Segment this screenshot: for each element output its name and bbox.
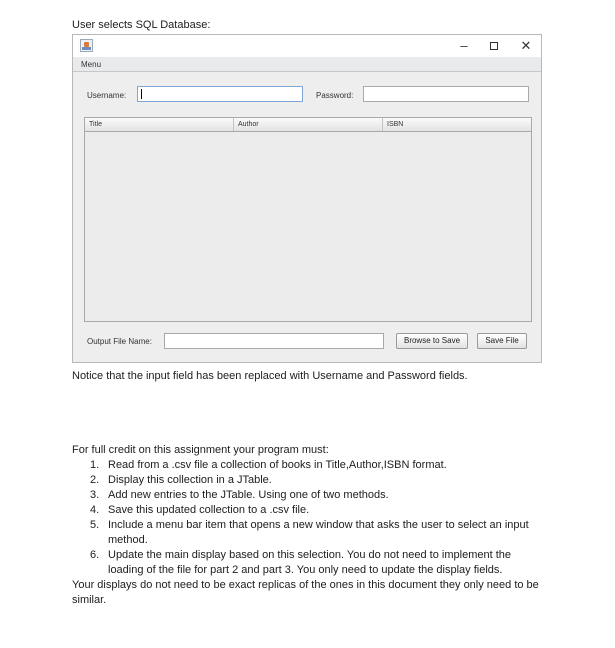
list-item (72, 518, 552, 548)
list-item-text-continued: method. (108, 534, 148, 546)
app-window (72, 34, 542, 363)
output-file-input[interactable] (164, 333, 384, 349)
minimize-button[interactable]: – (460, 38, 468, 53)
list-item-number: 2. (90, 474, 100, 486)
menu-item-menu[interactable]: Menu (81, 60, 102, 69)
password-label: Password: (316, 91, 354, 100)
requirements-list (72, 458, 552, 578)
table-header (85, 118, 531, 132)
list-item (72, 488, 552, 503)
list-item (72, 473, 552, 488)
list-item-text: Include a menu bar item that opens a new window that asks the user to select an input (108, 519, 529, 531)
username-input[interactable] (137, 86, 303, 102)
password-input[interactable] (363, 86, 529, 102)
text-caret (141, 89, 142, 99)
list-item (72, 503, 552, 518)
menu-bar (73, 57, 541, 72)
list-item-text: Read from a .csv file a collection of books in Title,Author,ISBN format. (108, 459, 447, 471)
title-bar[interactable] (73, 35, 541, 57)
username-label: Username: (87, 91, 127, 100)
list-item-number: 6. (90, 549, 100, 561)
intro-text: User selects SQL Database: (72, 19, 211, 31)
maximize-button[interactable] (483, 37, 505, 55)
list-item-number: 1. (90, 459, 100, 471)
requirements-heading: For full credit on this assignment your program must: (72, 444, 329, 456)
list-item-number: 5. (90, 519, 100, 531)
column-header-author[interactable]: Author (234, 118, 383, 131)
list-item-number: 3. (90, 489, 100, 501)
list-item (72, 548, 552, 578)
maximize-icon (490, 42, 498, 50)
browse-to-save-button[interactable]: Browse to Save (396, 333, 468, 349)
column-header-title[interactable]: Title (85, 118, 234, 131)
save-file-button[interactable]: Save File (477, 333, 527, 349)
list-item-text: Add new entries to the JTable. Using one of two methods. (108, 489, 389, 501)
notice-text: Notice that the input field has been replaced with Username and Password fields. (72, 370, 468, 382)
list-item (72, 458, 552, 473)
output-file-label: Output File Name: (87, 337, 152, 346)
java-app-icon (80, 39, 93, 52)
list-item-text: Update the main display based on this selection. You do not need to implement the (108, 549, 511, 561)
close-button[interactable]: ✕ (520, 38, 532, 53)
closing-text-continued: similar. (72, 594, 107, 606)
column-header-isbn[interactable]: ISBN (387, 121, 404, 128)
closing-text: Your displays do not need to be exact replicas of the ones in this document they only need to be (72, 579, 539, 591)
list-item-number: 4. (90, 504, 100, 516)
list-item-text: Display this collection in a JTable. (108, 474, 272, 486)
list-item-text-continued: loading of the file for part 2 and part 3. You only need to update the display fields. (108, 564, 503, 576)
list-item-text: Save this updated collection to a .csv file. (108, 504, 310, 516)
books-table[interactable] (84, 117, 532, 322)
